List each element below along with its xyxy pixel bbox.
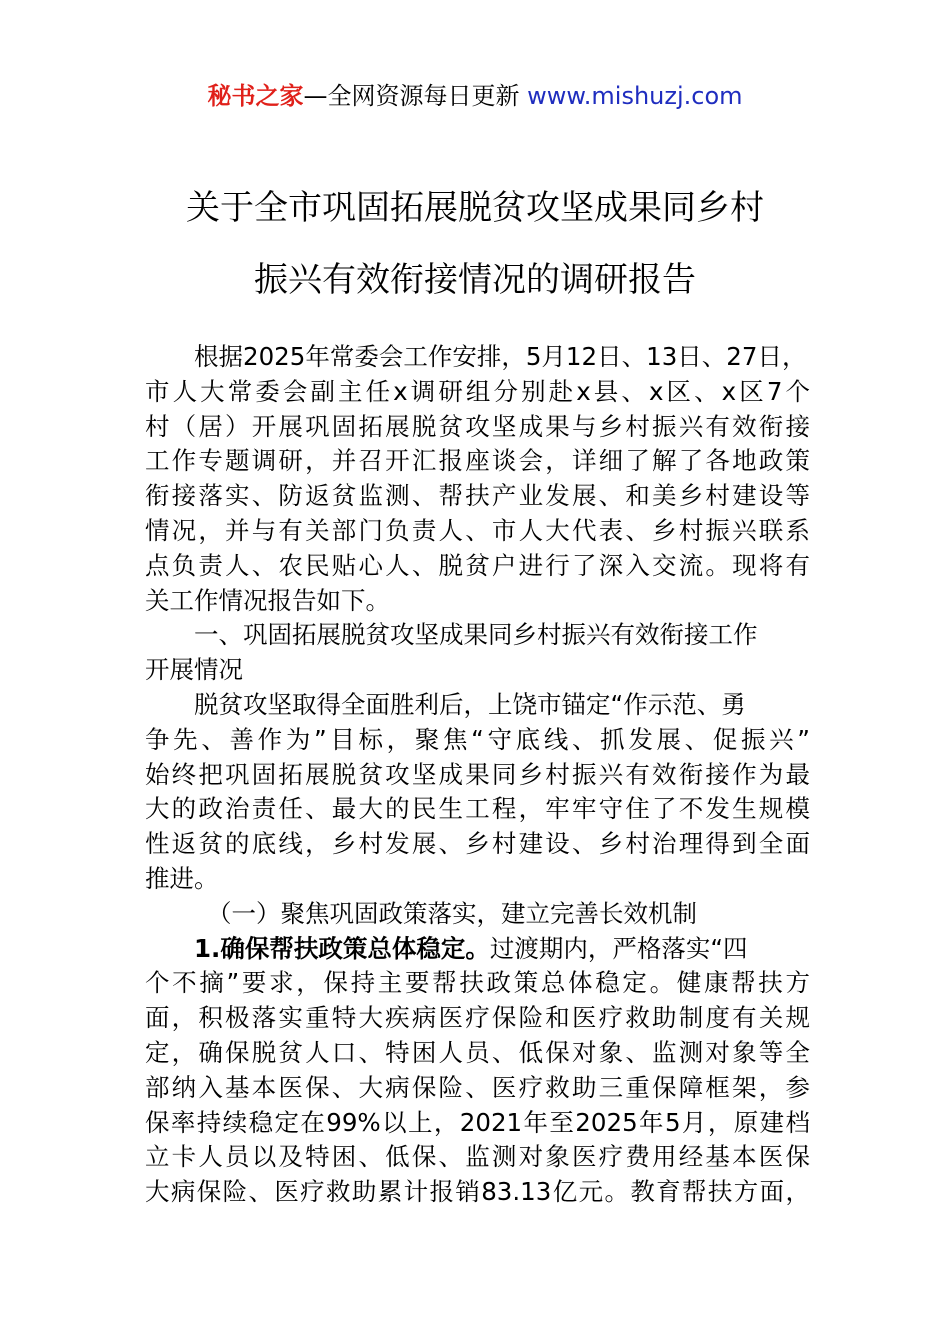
paragraph-2-line: 推进。 (145, 863, 219, 893)
paragraph-2-line: 始终把巩固拓展脱贫攻坚成果同乡村振兴有效衔接作为最 (145, 759, 810, 789)
paragraph-1-line: 工作专题调研，并召开汇报座谈会，详细了解了各地政策 (145, 446, 810, 476)
document-title (0, 172, 950, 316)
paragraph-3-line: 大病保险、医疗救助累计报销83.13亿元。教育帮扶方面， (145, 1177, 810, 1207)
paragraph-3-line: 面，积极落实重特大疾病医疗保险和医疗救助制度有关规 (145, 1003, 810, 1033)
subsection-heading: （一）聚焦巩固政策落实，建立完善长效机制 (207, 898, 697, 928)
title-line-1: 关于全市巩固拓展脱贫攻坚成果同乡村 (186, 188, 764, 228)
paragraph-1-line: 关工作情况报告如下。 (145, 585, 390, 615)
paragraph-2-line: 脱贫攻坚取得全面胜利后，上饶市锚定“作示范、勇 (194, 689, 746, 719)
paragraph-3-lead: 1.确保帮扶政策总体稳定。 (194, 933, 490, 963)
paragraph-1-line: 点负责人、农民贴心人、脱贫户进行了深入交流。现将有 (145, 550, 810, 580)
paragraph-1-line: 根据2025年常委会工作安排，5月12日、13日、27日， (194, 342, 807, 371)
paragraph-2-line: 争先、善作为”目标，聚焦“守底线、抓发展、促振兴” (145, 724, 810, 754)
paragraph-1-line: 市人大常委会副主任x调研组分别赴x县、x区、x区7个 (145, 376, 810, 406)
paragraph-2-line: 性返贫的底线，乡村发展、乡村建设、乡村治理得到全面 (145, 829, 810, 859)
paragraph-3-first-rest: 过渡期内，严格落实“四 (489, 933, 748, 963)
paragraph-1-line: 衔接落实、防返贫监测、帮扶产业发展、和美乡村建设等 (145, 481, 810, 511)
brand-name: 秘书之家 (207, 82, 304, 110)
paragraph-2-line: 大的政治责任、最大的民生工程，牢牢守住了不发生规模 (145, 794, 810, 824)
paragraph-3-line: 部纳入基本医保、大病保险、医疗救助三重保障框架，参 (145, 1072, 810, 1102)
paragraph-3-line: 保率持续稳定在99%以上，2021年至2025年5月，原建档 (145, 1107, 810, 1137)
paragraph-1-line: 村（居）开展巩固拓展脱贫攻坚成果与乡村振兴有效衔接 (145, 411, 810, 441)
title-line-2: 振兴有效衔接情况的调研报告 (254, 260, 696, 300)
paragraph-3-line: 个不摘”要求，保持主要帮扶政策总体稳定。健康帮扶方 (145, 968, 810, 998)
paragraph-3-first-line (145, 932, 810, 967)
header-tagline: —全网资源每日更新 (303, 82, 520, 110)
paragraph-1-line: 情况，并与有关部门负责人、市人大代表、乡村振兴联系 (145, 515, 810, 545)
site-header (0, 80, 950, 112)
section-heading-line: 一、巩固拓展脱贫攻坚成果同乡村振兴有效衔接工作 (194, 620, 758, 650)
paragraph-3-line: 立卡人员以及特困、低保、监测对象医疗费用经基本医保 (145, 1142, 810, 1172)
site-url-link[interactable]: www.mishuzj.com (527, 82, 743, 110)
document-body (145, 340, 810, 1210)
section-heading-line: 开展情况 (145, 655, 243, 685)
paragraph-3-line: 定，确保脱贫人口、特困人员、低保对象、监测对象等全 (145, 1037, 810, 1067)
